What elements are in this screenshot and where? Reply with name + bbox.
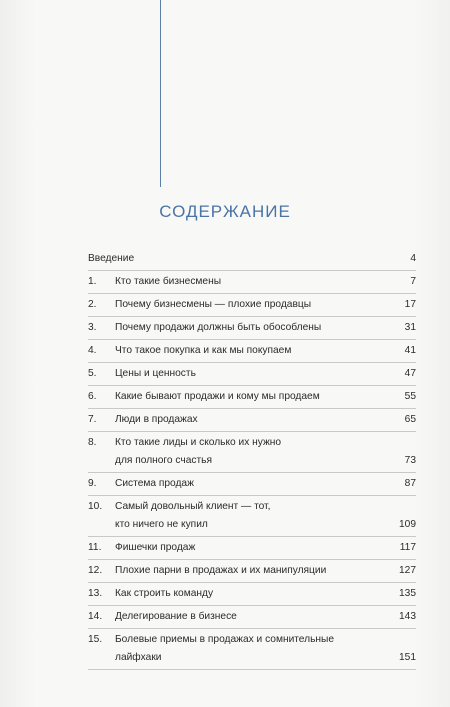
toc-chapter-number: 15. bbox=[88, 634, 103, 645]
toc-chapter-number: 12. bbox=[88, 565, 103, 576]
toc-chapter-number: 9. bbox=[88, 478, 97, 489]
toc-row-15[interactable] bbox=[88, 629, 416, 670]
toc-chapter-number: 6. bbox=[88, 391, 97, 402]
toc-row-8[interactable] bbox=[88, 432, 416, 473]
toc-row-7[interactable] bbox=[88, 409, 416, 432]
toc-row-5[interactable] bbox=[88, 363, 416, 386]
toc-entry-label: Фишечки продаж bbox=[115, 542, 196, 553]
toc-entry-label: Как строить команду bbox=[115, 588, 214, 599]
toc-row-13[interactable] bbox=[88, 583, 416, 606]
toc-chapter-number: 3. bbox=[88, 322, 97, 333]
toc-chapter-number: 7. bbox=[88, 414, 97, 425]
toc-entry-label: Какие бывают продажи и кому мы продаем bbox=[115, 391, 320, 402]
toc-row-11[interactable] bbox=[88, 537, 416, 560]
toc-chapter-number: 11. bbox=[88, 542, 102, 553]
toc-page-number: 17 bbox=[404, 299, 416, 310]
toc-row-14[interactable] bbox=[88, 606, 416, 629]
toc-page-number: 4 bbox=[410, 253, 416, 264]
toc-page-number: 65 bbox=[404, 414, 416, 425]
toc-chapter-number: 1. bbox=[88, 276, 97, 287]
toc-row-1[interactable] bbox=[88, 271, 416, 294]
table-of-contents bbox=[88, 248, 416, 670]
toc-page-number: 117 bbox=[399, 542, 416, 553]
toc-page-number: 47 bbox=[404, 368, 416, 379]
toc-chapter-number: 10. bbox=[88, 501, 103, 512]
toc-entry-label: Почему продажи должны быть обособлены bbox=[115, 322, 322, 333]
toc-page-number: 55 bbox=[404, 391, 416, 402]
toc-page-number: 151 bbox=[399, 652, 416, 663]
toc-page-number: 31 bbox=[404, 322, 416, 333]
toc-entry-label-continuation: для полного счастья bbox=[115, 455, 212, 466]
toc-row-intro[interactable] bbox=[88, 248, 416, 271]
toc-page-number: 109 bbox=[399, 519, 416, 530]
toc-chapter-number: 13. bbox=[88, 588, 103, 599]
toc-entry-label-continuation: кто ничего не купил bbox=[115, 519, 208, 530]
toc-row-6[interactable] bbox=[88, 386, 416, 409]
toc-entry-label: Люди в продажах bbox=[115, 414, 198, 425]
toc-entry-label: Кто такие бизнесмены bbox=[115, 276, 222, 287]
toc-entry-label: Почему бизнесмены — плохие продавцы bbox=[115, 299, 312, 310]
toc-row-9[interactable] bbox=[88, 473, 416, 496]
toc-page-number: 41 bbox=[404, 345, 416, 356]
toc-entry-label: Самый довольный клиент — тот, bbox=[115, 501, 271, 512]
toc-entry-label: Болевые приемы в продажах и сомнительные bbox=[115, 634, 335, 645]
toc-page-number: 73 bbox=[404, 455, 416, 466]
toc-entry-label: Введение bbox=[88, 253, 135, 264]
toc-row-4[interactable] bbox=[88, 340, 416, 363]
page-title: СОДЕРЖАНИЕ bbox=[159, 202, 291, 221]
toc-page-number: 127 bbox=[399, 565, 416, 576]
vertical-accent-rule bbox=[160, 0, 161, 187]
toc-page-number: 135 bbox=[399, 588, 416, 599]
toc-chapter-number: 2. bbox=[88, 299, 97, 310]
toc-page-number: 87 bbox=[404, 478, 416, 489]
toc-chapter-number: 5. bbox=[88, 368, 97, 379]
toc-row-12[interactable] bbox=[88, 560, 416, 583]
toc-chapter-number: 14. bbox=[88, 611, 103, 622]
toc-row-10[interactable] bbox=[88, 496, 416, 537]
toc-entry-label: Плохие парни в продажах и их манипуляции bbox=[115, 565, 327, 576]
toc-entry-label-continuation: лайфхаки bbox=[115, 652, 162, 663]
toc-chapter-number: 8. bbox=[88, 437, 97, 448]
toc-entry-label: Цены и ценность bbox=[115, 368, 196, 379]
toc-entry-label: Кто такие лиды и сколько их нужно bbox=[115, 437, 282, 448]
toc-entry-label: Делегирование в бизнесе bbox=[115, 611, 237, 622]
toc-chapter-number: 4. bbox=[88, 345, 97, 356]
toc-page-number: 7 bbox=[410, 276, 416, 287]
toc-page-number: 143 bbox=[399, 611, 416, 622]
toc-entry-label: Система продаж bbox=[115, 478, 194, 489]
toc-row-2[interactable] bbox=[88, 294, 416, 317]
toc-row-3[interactable] bbox=[88, 317, 416, 340]
toc-entry-label: Что такое покупка и как мы покупаем bbox=[115, 345, 292, 356]
